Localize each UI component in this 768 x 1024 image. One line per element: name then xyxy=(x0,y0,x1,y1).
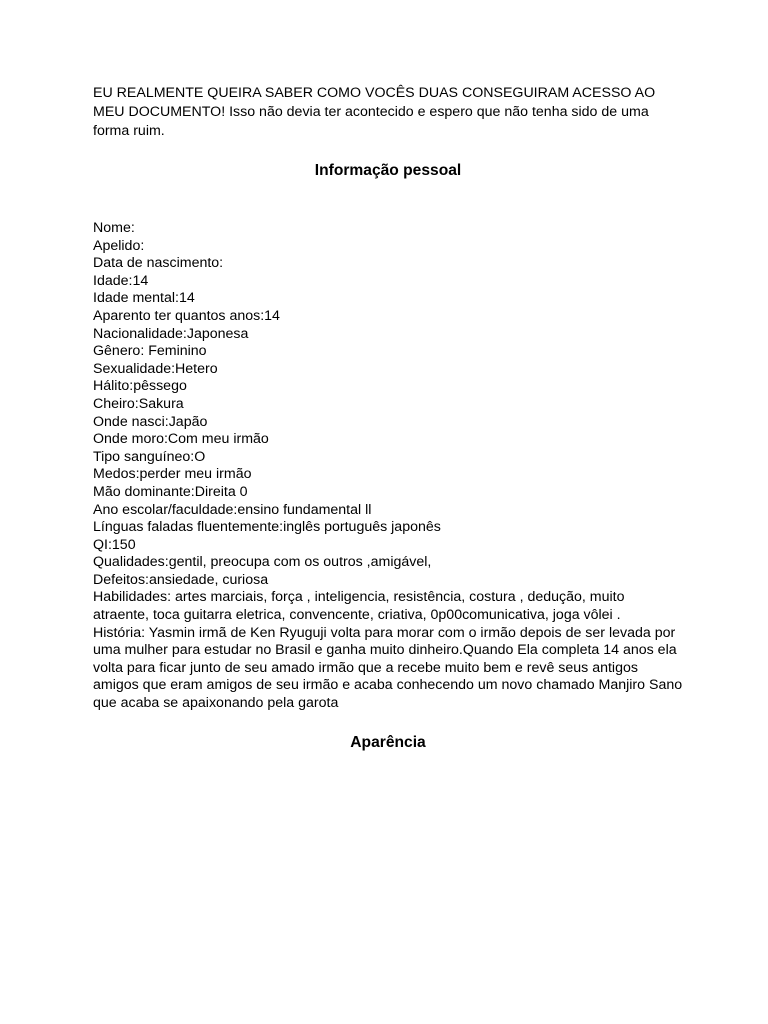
intro-paragraph: EU REALMENTE QUEIRA SABER COMO VOCÊS DUAS CONSEGUIRAM ACESSO AO MEU DOCUMENTO! Isso não devia ter acontecido e espero que não tenha sido de uma forma ruim. xyxy=(93,85,656,139)
section-heading-personal-info: Informação pessoal xyxy=(314,162,462,179)
field-halito: Hálito:pêssego xyxy=(93,378,187,395)
field-medos: Medos:perder meu irmão xyxy=(93,466,252,483)
document-page xyxy=(93,84,683,753)
field-ano-escolar: Ano escolar/faculdade:ensino fundamental ll xyxy=(93,501,372,518)
field-qi: QI:150 xyxy=(93,536,136,553)
field-cheiro: Cheiro:Sakura xyxy=(93,395,184,412)
field-sexualidade: Sexualidade:Hetero xyxy=(93,360,218,377)
field-idade: Idade:14 xyxy=(93,272,149,289)
field-aparento: Aparento ter quantos anos:14 xyxy=(93,307,280,324)
field-apelido: Apelido: xyxy=(93,237,145,254)
field-nome: Nome: xyxy=(93,220,135,236)
field-onde-moro: Onde moro:Com meu irmão xyxy=(93,431,269,448)
field-habilidades: Habilidades: artes marciais, força , inteligencia, resistência, costura , dedução, muito atraente, toca guitarra eletrica, convencente, criativa, 0p00comunicativa, joga vôlei . xyxy=(93,589,625,624)
field-mao-dominante: Mão dominante:Direita 0 xyxy=(93,483,248,500)
field-tipo-sanguineo: Tipo sanguíneo:O xyxy=(93,448,206,465)
field-idade-mental: Idade mental:14 xyxy=(93,290,195,307)
field-historia: História: Yasmin irmã de Ken Ryuguji volta para morar com o irmão depois de ser levada por uma mulher para estudar no Brasil e ganha muito dinheiro.Quando Ela completa 14 anos ela volta para ficar junto de seu amado irmão que a recebe muito bem e revê seus antigos amigos que eram amigos de seu irmão e acaba conhecendo um novo chamado Manjiro Sano que acaba se apaixonando pela garota xyxy=(93,624,683,712)
field-genero: Gênero: Feminino xyxy=(93,343,207,360)
field-qualidades: Qualidades:gentil, preocupa com os outros ,amigável, xyxy=(93,554,432,571)
field-data-nascimento: Data de nascimento: xyxy=(93,255,224,272)
section-heading-appearance: Aparência xyxy=(350,733,426,751)
field-linguas: Línguas faladas fluentemente:inglês português japonês xyxy=(93,519,441,536)
field-defeitos: Defeitos:ansiedade, curiosa xyxy=(93,571,269,588)
personal-info-fields xyxy=(93,220,683,713)
field-nacionalidade: Nacionalidade:Japonesa xyxy=(93,325,249,342)
field-onde-nasci: Onde nasci:Japão xyxy=(93,413,208,430)
